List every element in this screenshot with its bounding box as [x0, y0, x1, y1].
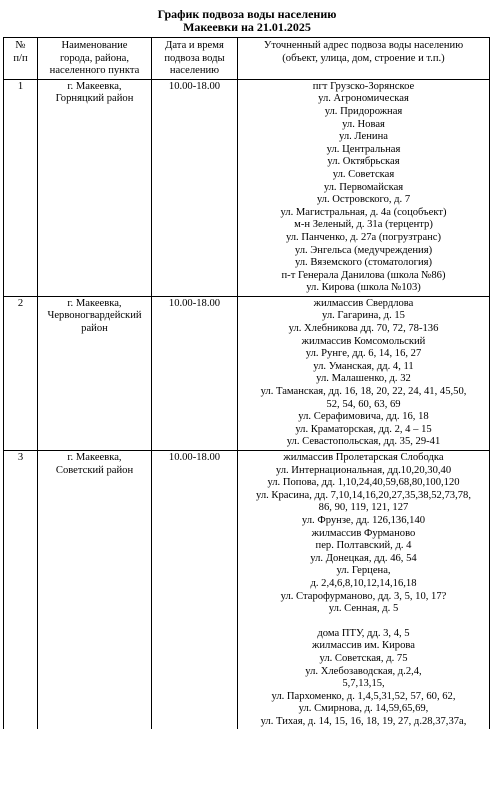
address-line: м-н Зеленый, д. 31а (терцентр) [294, 219, 433, 231]
address-line: дома ПТУ, дд. 3, 4, 5 [317, 627, 410, 639]
address-line: ул. Гагарина, д. 15 [322, 310, 405, 322]
district-name: г. Макеевка, Червоногвардейский район [38, 296, 152, 450]
address-line: ул. Сенная, д. 5 [328, 603, 399, 615]
address-line: д. 2,4,6,8,10,12,14,16,18 [310, 577, 417, 589]
header-name: Наименование города, района, населенного пункта [38, 38, 152, 80]
address-line: жилмассив Пролетарская Слободка [283, 452, 444, 463]
header-row [4, 38, 490, 80]
address-line: ул. Тихая, д. 14, 15, 16, 18, 19, 27, д.28,37,37а, [260, 715, 467, 727]
address-line: ул. Вяземского (стоматология) [294, 257, 433, 269]
address-line: ул. Советская [332, 168, 395, 180]
address-line: ул. Первомайская [323, 181, 404, 193]
address-line: 52, 54, 60, 63, 69 [326, 398, 401, 410]
address-line: ул. Интернациональная, дд.10,20,30,40 [275, 464, 452, 476]
address-line: ул. Таманская, дд. 16, 18, 20, 22, 24, 41, 45,50, [260, 386, 467, 398]
row-number: 2 [4, 296, 38, 450]
header-address: Уточненный адрес подвоза воды населению (объект, улица, дом, строение и т.п.) [238, 38, 490, 80]
address-line: 86, 90, 119, 121, 127 [318, 502, 409, 514]
address-line: ул. Новая [342, 118, 385, 130]
address-line: ул. Центральная [326, 143, 401, 155]
delivery-time: 10.00-18.00 [152, 296, 238, 450]
table-row [4, 296, 490, 450]
address-line: ул. Энгельса (медучреждения) [294, 244, 433, 256]
title-line-2: Макеевки на 21.01.2025 [183, 20, 311, 34]
title-line-1: График подвоза воды населению [157, 7, 337, 21]
district-name: г. Макеевка, Горняцкий район [38, 79, 152, 296]
address-line [238, 616, 489, 628]
address-line: ул. Агрономическая [318, 93, 409, 105]
document-title [0, 8, 494, 34]
address-line: жилмассив Свердлова [313, 297, 414, 309]
address-line: ул. Фрунзе, дд. 126,136,140 [301, 514, 426, 526]
table-row [4, 451, 490, 730]
header-time: Дата и время подвоза воды населению [152, 38, 238, 80]
address-line: ул. Придорожная [324, 105, 403, 117]
address-line: ул. Краматорская, дд. 2, 4 – 15 [295, 423, 432, 435]
address-list [238, 79, 490, 296]
address-line: ул. Хлебникова дд. 70, 72, 78-136 [288, 323, 439, 335]
address-list [238, 296, 490, 450]
address-line: ул. Старофурманово, дд. 3, 5, 10, 17? [280, 590, 447, 602]
address-line: ул. Попова, дд. 1,10,24,40,59,68,80,100,120 [267, 477, 460, 489]
address-line: пер. Полтавский, д. 4 [315, 540, 412, 552]
address-line: ул. Севастопольская, дд. 35, 29-41 [286, 436, 441, 448]
delivery-time: 10.00-18.00 [152, 79, 238, 296]
address-line: ул. Советская, д. 75 [319, 652, 408, 664]
address-line: ул. Красина, дд. 7,10,14,16,20,27,35,38,52,73,78, [256, 489, 471, 501]
address-line: ул. Серафимовича, дд. 16, 18 [298, 411, 429, 423]
header-num: № п/п [4, 38, 38, 80]
delivery-time: 10.00-18.00 [152, 451, 238, 730]
address-line: ул. Донецкая, дд. 46, 54 [310, 552, 417, 564]
address-line: жилмассив Комсомольский [301, 335, 426, 347]
address-line: ул. Октябрьская [327, 156, 400, 168]
table-row [4, 79, 490, 296]
address-line: пгт Грузско-Зорянское [312, 80, 415, 92]
address-line: ул. Уманская, дд. 4, 11 [313, 360, 414, 372]
address-line: жилмассив им. Кирова [312, 640, 415, 652]
address-line: ул. Малашенко, д. 32 [316, 373, 411, 385]
row-number: 3 [4, 451, 38, 730]
address-line: ул. Герцена, [336, 565, 391, 577]
address-line: ул. Смирнова, д. 14,59,65,69, [298, 703, 429, 715]
address-list [238, 451, 490, 730]
address-line: ул. Панченко, д. 27а (погрузтранс) [285, 231, 442, 243]
address-line: п-т Генерала Данилова (школа №86) [281, 269, 446, 281]
address-line: ул. Хлебозаводская, д.2,4, [305, 665, 422, 677]
address-line: ул. Рунге, дд. 6, 14, 16, 27 [305, 348, 422, 360]
address-line: ул. Магистральная, д. 4а (соцобъект) [280, 206, 447, 218]
address-line: 5,7,13,15, [342, 678, 385, 690]
address-line: ул. Островского, д. 7 [316, 194, 411, 206]
address-line: ул. Пархоменко, д. 1,4,5,31,52, 57, 60, 62, [271, 690, 456, 702]
row-number: 1 [4, 79, 38, 296]
water-schedule-table [3, 37, 490, 729]
address-line: ул. Кирова (школа №103) [306, 282, 421, 294]
address-line: жилмассив Фурманово [311, 527, 416, 539]
address-line: ул. Ленина [339, 131, 388, 143]
district-name: г. Макеевка, Советский район [38, 451, 152, 730]
